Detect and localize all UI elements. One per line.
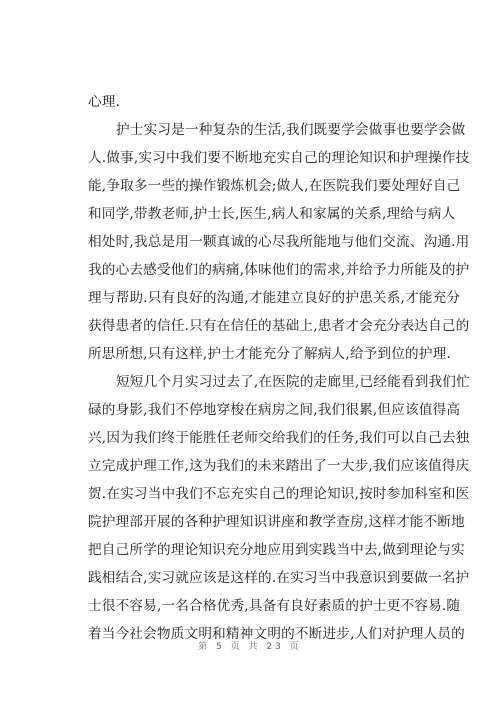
text-line: 理与帮助.只有良好的沟通,才能建立良好的护患关系,才能充分 (88, 290, 461, 306)
text-line: 立完成护理工作,这为我们的未来踏出了一大步,我们应该值得庆 (88, 458, 470, 474)
text-line: 碌的身影,我们不停地穿梭在病房之间,我们很累,但应该值得高 (88, 402, 461, 418)
text-line: 践相结合,实习就应该是这样的.在实习当中我意识到要做一名护 (88, 570, 470, 586)
text-line: 短短几个月实习过去了,在医院的走廊里,已经能看到我们忙 (116, 374, 470, 390)
text-line: 士很不容易,一名合格优秀,具备有良好素质的护士更不容易.随 (88, 598, 461, 614)
text-line: 所思所想,只有这样,护士才能充分了解病人,给予到位的护理. (88, 346, 451, 362)
text-line: 兴,因为我们终于能胜任老师交给我们的任务,我们可以自己去独 (88, 430, 470, 446)
text-line: 相处时,我总是用一颗真诚的心尽我所能地与他们交流、沟通.用 (88, 234, 470, 250)
text-line: 和同学,带教老师,护士长,医生,病人和家属的关系,理给与病人 (88, 206, 456, 222)
text-line: 着当今社会物质文明和精神文明的不断进步,人们对护理人员的 (88, 626, 465, 642)
text-line: 院护理部开展的各种护理知识讲座和教学查房,这样才能不断地 (88, 514, 465, 530)
text-line: 贺.在实习当中我们不忘充实自己的理论知识,按时参加科室和医 (88, 486, 470, 502)
text-line: 我的心去感受他们的病痛,体味他们的需求,并给予力所能及的护 (88, 262, 470, 278)
document-body (88, 88, 470, 648)
text-line: 心理. (88, 94, 121, 110)
text-line: 能,争取多一些的操作锻炼机会;做人,在医院我们要处理好自己 (88, 178, 461, 194)
text-line: 把自己所学的理论知识充分地应用到实践当中去,做到理论与实 (88, 542, 465, 558)
text-line: 护士实习是一种复杂的生活,我们既要学会做事也要学会做 (116, 122, 466, 138)
page-number-footer: 第 5 页 共 23 页 (198, 642, 302, 652)
text-line: 人.做事,实习中我们要不断地充实自己的理论知识和护理操作技 (88, 150, 470, 166)
text-line: 获得患者的信任.只有在信任的基础上,患者才会充分表达自己的 (88, 318, 470, 334)
